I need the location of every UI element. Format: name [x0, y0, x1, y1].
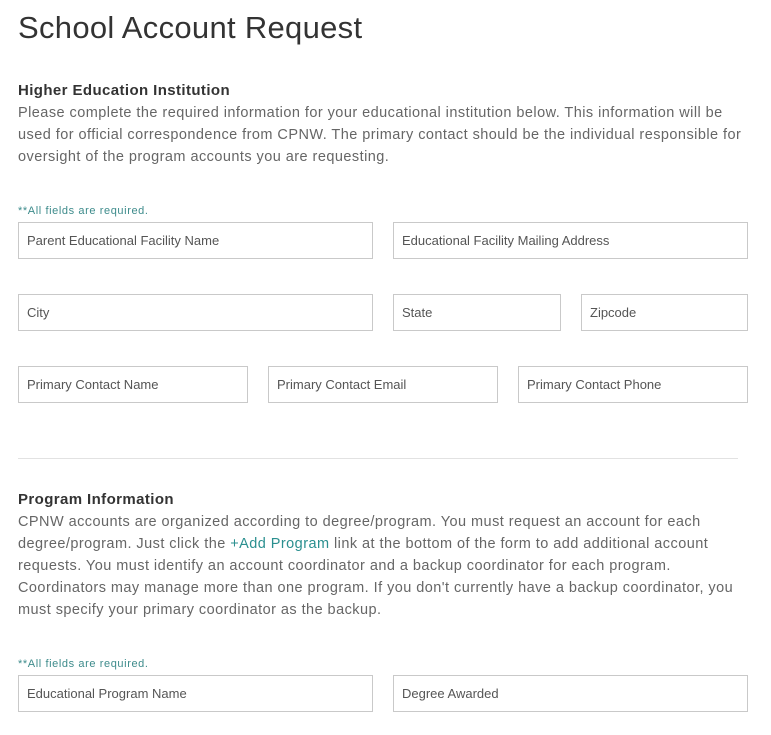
facility-name-input[interactable] — [18, 222, 373, 259]
state-input[interactable] — [393, 294, 561, 331]
contact-name-input[interactable] — [18, 366, 248, 403]
page-title: School Account Request — [18, 10, 363, 45]
program-required-note: **All fields are required. — [18, 658, 149, 670]
mailing-address-input[interactable] — [393, 222, 748, 259]
add-program-link[interactable]: +Add Program — [230, 536, 330, 552]
institution-description: Please complete the required information for your educational institution below. This information will be used for official correspondence from CPNW. The primary contact should be the individual responsible for oversight of the program accounts you are requesting. — [18, 105, 742, 165]
degree-awarded-input[interactable] — [393, 675, 748, 712]
program-name-input[interactable] — [18, 675, 373, 712]
program-heading: Program Information — [18, 491, 174, 508]
program-description — [18, 511, 748, 621]
program-description-start: CPNW accounts are organized according to degree/program. You must request an account for each degree/program. Just click the — [18, 514, 701, 552]
institution-required-note: **All fields are required. — [18, 205, 149, 217]
section-divider — [18, 458, 738, 459]
city-input[interactable] — [18, 294, 373, 331]
contact-email-input[interactable] — [268, 366, 498, 403]
institution-heading: Higher Education Institution — [18, 82, 231, 99]
zipcode-input[interactable] — [581, 294, 748, 331]
program-description-end: link at the bottom of the form to add additional account requests. You must identify an account coordinator and a backup coordinator for each program. Coordinators may manage more than one program. If you don't currently have a backup coordinator, you must specify your primary coordinator as the backup. — [18, 536, 734, 618]
contact-phone-input[interactable] — [518, 366, 748, 403]
